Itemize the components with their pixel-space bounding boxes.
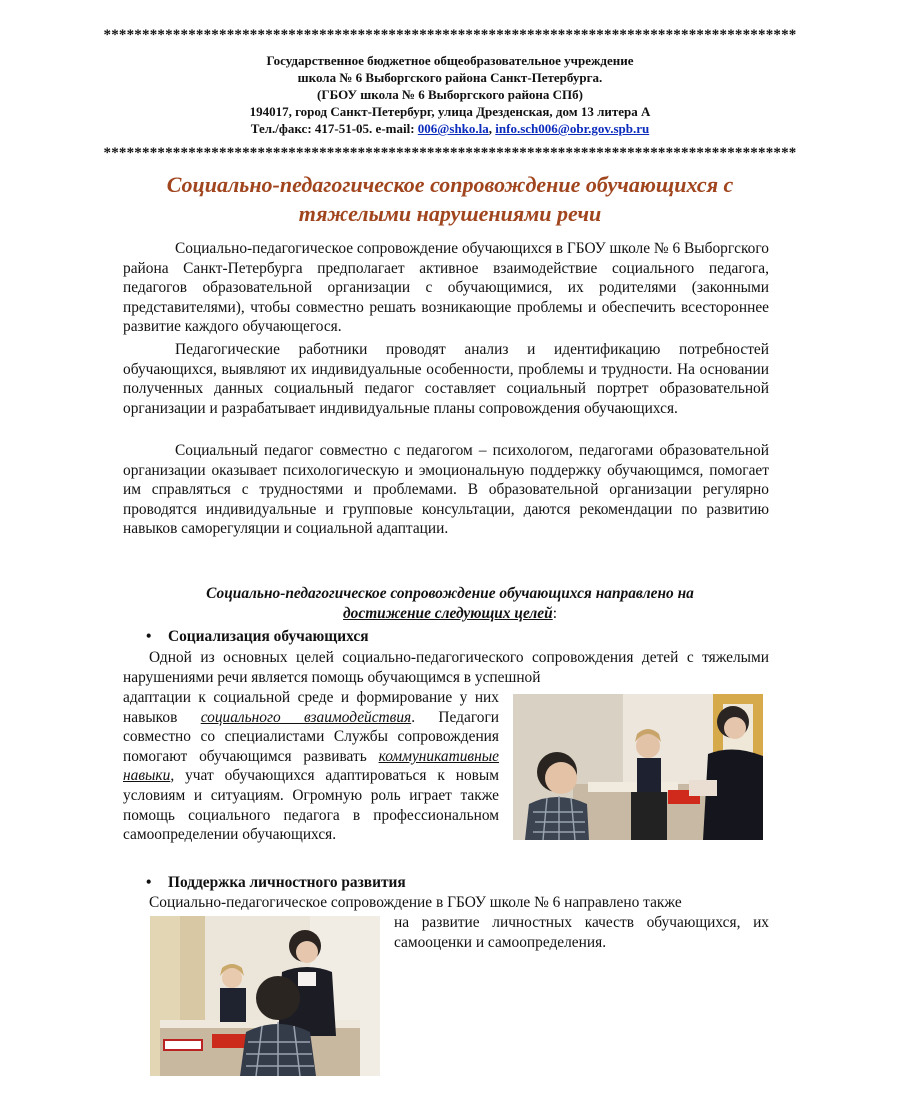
email-link-1[interactable]: 006@shko.la: [417, 121, 489, 136]
header-stars-top: ******************************************************************************************: [103, 27, 797, 43]
header-line: Государственное бюджетное общеобразовательное учреждение: [266, 53, 634, 68]
goals-line-2: достижение следующих целей: [343, 605, 553, 622]
section-2-title: Поддержка личностного развития: [168, 874, 406, 891]
intro-text-1: Социально-педагогическое сопровождение обучающихся в ГБОУ школе № 6 Выборгского района Санкт-Петербурга предполагает активное взаимодействие социального педагога, педагогов образовательной организации с обучающимися, их родителями (законными представителями), чтобы совместно решать возникающие проблемы и обеспечить всестороннее развитие каждого обучающегося.: [123, 240, 769, 336]
school-header: [120, 52, 780, 137]
header-line: школа № 6 Выборгского района Санкт-Петербурга.: [297, 70, 603, 85]
section-1-lead: Одной из основных целей социально-педагогического сопровождения детей с тяжелыми нарушениями речи является помощь обучающимся в успешной: [123, 649, 769, 686]
communication-skills-term: коммуникативные навыки: [123, 747, 499, 785]
photo-consultation-2: [150, 916, 380, 1076]
header-stars-bottom: ******************************************************************************************: [103, 145, 797, 161]
section-socialization-heading: [146, 627, 369, 647]
title-line-2: тяжелыми нарушениями речи: [298, 201, 602, 226]
goals-heading: [130, 584, 770, 624]
bullet-icon: •: [146, 628, 152, 645]
section-1-body: [123, 688, 499, 845]
section-2-lead: Социально-педагогическое сопровождение в ГБОУ школе № 6 направлено также: [149, 894, 682, 911]
email-link-2[interactable]: info.sch006@obr.gov.spb.ru: [495, 121, 650, 136]
goals-colon: :: [552, 605, 557, 622]
title-line-1: Социально-педагогическое сопровождение обучающихся с: [166, 172, 734, 197]
header-line: (ГБОУ школа № 6 Выборгского района СПб): [317, 87, 583, 102]
section-1-title: Социализация обучающихся: [168, 628, 369, 645]
email-separator: ,: [488, 121, 496, 136]
section-personal-development-heading: [146, 873, 406, 893]
page-title: [110, 170, 790, 228]
social-interaction-term: социального взаимодействия: [200, 708, 412, 726]
intro-paragraph-2: [123, 340, 769, 418]
phone-label: Тел./факс: 417-51-05. e-mail:: [250, 121, 418, 136]
intro-paragraph-1: [123, 239, 769, 337]
photo-consultation-1: [513, 694, 763, 840]
section-1-text-c: , учат обучающихся адаптироваться к новым условиям и ситуациям. Огромную роль играет также помощь социального педагога в профессиональном самоопределении обучающихся.: [123, 767, 499, 844]
goals-line-1: Социально-педагогическое сопровождение обучающихся направлено на: [206, 585, 694, 602]
section-1-text-a: адаптации к социальной среде и формирование у них навыков: [123, 689, 499, 726]
header-contacts: [120, 120, 780, 137]
intro-text-3: Социальный педагог совместно с педагогом – психологом, педагогами образовательной организации оказывает психологическую и эмоциональную поддержку обучающимся, помогает им справляться с трудностями и проблемами. В образовательной организации регулярно проводятся индивидуальные и групповые консультации, даются рекомендации по развитию навыков саморегуляции и социальной адаптации.: [123, 442, 769, 538]
intro-text-2: Педагогические работники проводят анализ и идентификацию потребностей обучающихся, выявляют их индивидуальные особенности, проблемы и трудности. На основании полученных данных социальный педагог составляет социальный портрет образовательной организации и разрабатывает индивидуальные планы сопровождения обучающихся.: [123, 341, 769, 417]
section-2-body: на развитие личностных качеств обучающихся, их самооценки и самоопределения.: [394, 914, 769, 951]
section-1-text-b: . Педагоги совместно со специалистами Службы сопровождения помогают обучающимся развивать: [123, 708, 499, 765]
header-address: 194017, город Санкт-Петербург, улица Дрезденская, дом 13 литера А: [249, 104, 651, 119]
bullet-icon: •: [146, 874, 152, 891]
intro-paragraph-3: [123, 441, 769, 539]
